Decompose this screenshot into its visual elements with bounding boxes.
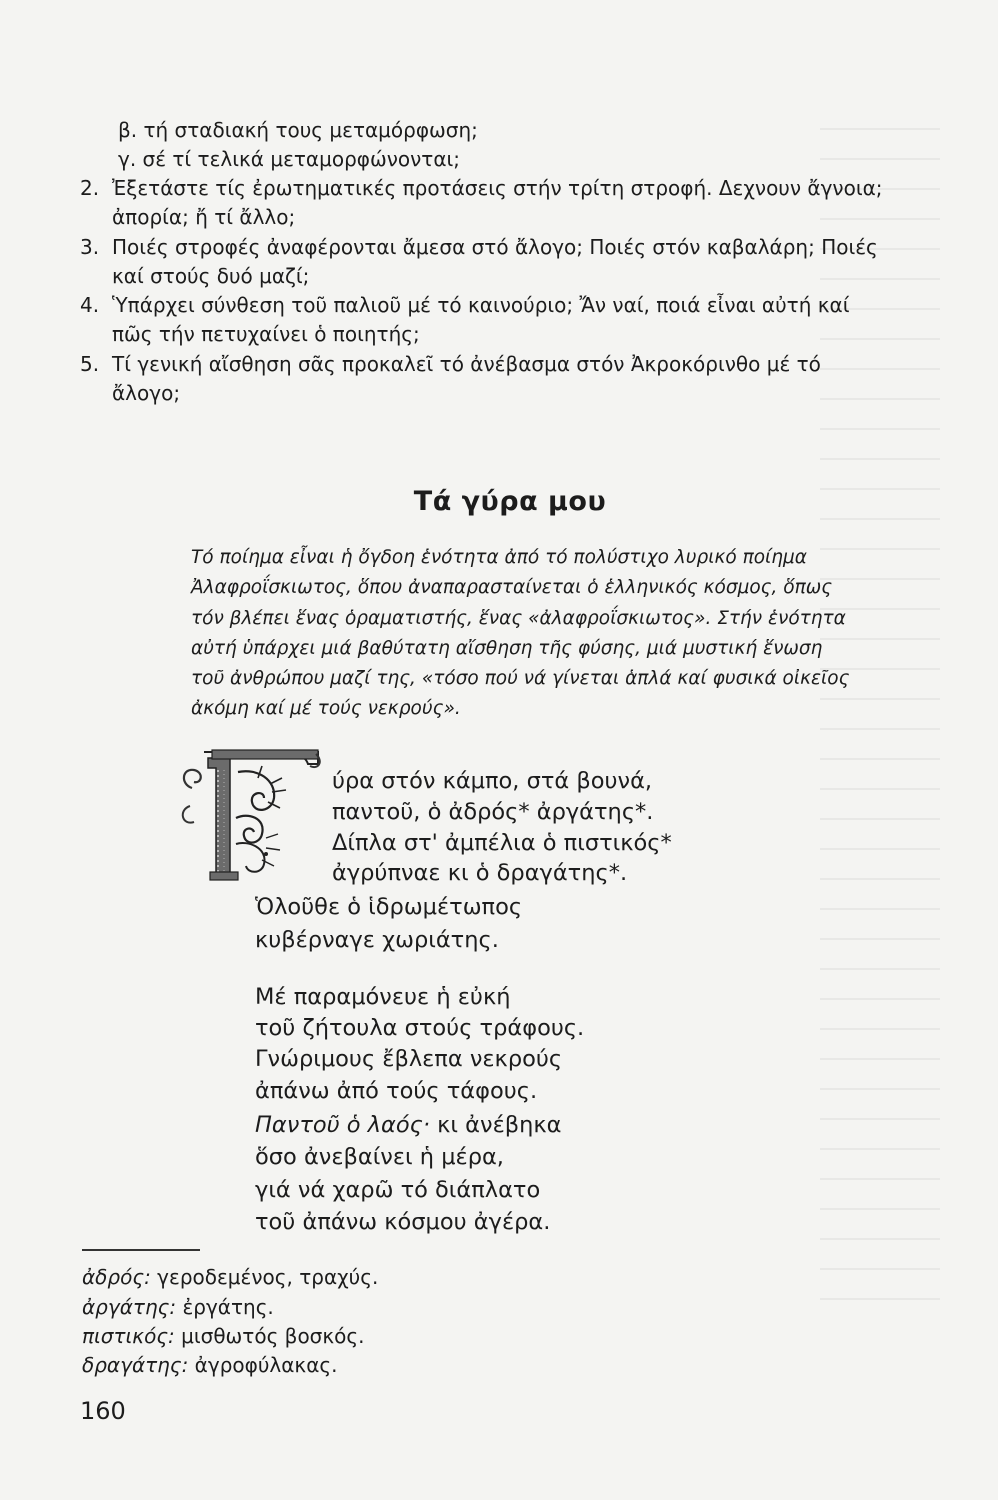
question-number: 2. — [80, 176, 100, 200]
initial-letter: Γ — [296, 778, 297, 779]
question-line: Τί γενική αἴσθηση σᾶς προκαλεῖ τό ἀνέβασμα στόν Ἀκροκόρινθο μέ τό — [112, 352, 821, 376]
verse-line: ύρα στόν κάμπο, στά βουνά, — [332, 768, 653, 794]
poem-title: Τά γύρα μου — [413, 486, 607, 517]
verse-italic-part: Παντοῦ ὁ λαός· — [255, 1112, 430, 1138]
intro-line: Ἀλαφροΐσκιωτος, ὅπου ἀναπαρασταίνεται ὁ ἑλληνικός κόσμος, ὅπως — [191, 577, 833, 599]
footnote-definition: μισθωτός βοσκός. — [174, 1324, 365, 1348]
footnote — [82, 1292, 274, 1322]
footnote — [82, 1350, 338, 1380]
question-line: πῶς τήν πετυχαίνει ὁ ποιητής; — [112, 322, 420, 346]
verse-line: τοῦ ζήτουλα στούς τράφους. — [255, 1015, 585, 1041]
footnote-term: δραγάτης: — [82, 1353, 189, 1377]
question-line: ἀπορία; ἤ τί ἄλλο; — [112, 205, 296, 229]
footnote-divider — [82, 1249, 200, 1251]
question-line: Ἐξετάστε τίς ἐρωτηματικές προτάσεις στήν τρίτη στροφή. Δεχνουν ἄγνοια; — [112, 176, 883, 200]
verse-line: ἀπάνω ἀπό τούς τάφους. — [255, 1078, 538, 1104]
footnote-definition: ἀγροφύλακας. — [188, 1353, 338, 1377]
question-number: 3. — [80, 235, 100, 259]
question-sub-c: γ. σέ τί τελικά μεταμορφώνονται; — [118, 147, 461, 171]
intro-line: τοῦ ἀνθρώπου μαζί της, «τόσο πού νά γίνεται ἁπλά καί φυσικά οἰκεῖος — [191, 668, 850, 690]
intro-line: αὐτή ὑπάρχει μιά βαθύτατη αἴσθηση τῆς φύσης, μιά μυστική ἕνωση — [191, 637, 823, 659]
verse-line: γιά νά χαρῶ τό διάπλατο — [255, 1177, 541, 1203]
footnote-definition: ἐργάτης. — [176, 1295, 274, 1319]
verse-line: Ὁλοῦθε ὁ ἱδρωμέτωπος — [255, 894, 523, 920]
footnote-term: ἀργάτης: — [82, 1295, 177, 1319]
verse-line: παντοῦ, ὁ ἀδρός* ἀργάτης*. — [332, 799, 654, 825]
verse-line — [255, 1110, 561, 1141]
footnote-term: πιστικός: — [82, 1324, 175, 1348]
question-line: Ποιές στροφές ἀναφέρονται ἄμεσα στό ἄλογο; Ποιές στόν καβαλάρη; Ποιές — [112, 235, 878, 259]
footnote-definition: γεροδεμένος, τραχύς. — [150, 1265, 379, 1289]
intro-line: Τό ποίημα εἶναι ἡ ὄγδοη ἑνότητα ἀπό τό πολύστιχο λυρικό ποίημα — [191, 547, 807, 568]
question-number: 5. — [80, 352, 100, 376]
question-line: ἄλογο; — [112, 381, 181, 405]
footnote-term: ἀδρός: — [82, 1265, 151, 1289]
verse-line: ἀγρύπναε κι ὁ δραγάτης*. — [332, 860, 628, 886]
intro-line: τόν βλέπει ἕνας ὁραματιστής, ἕνας «ἀλαφροΐσκιωτος». Στήν ἑνότητα — [191, 607, 846, 629]
question-line: καί στούς δυό μαζί; — [112, 264, 310, 288]
verse-line: ὅσο ἀνεβαίνει ἡ μέρα, — [255, 1144, 504, 1170]
footnote — [82, 1321, 364, 1351]
verse-rest: κι ἀνέβηκα — [430, 1112, 562, 1138]
footnote — [82, 1262, 378, 1292]
poem-intro — [191, 543, 929, 725]
page-number: 160 — [80, 1397, 126, 1425]
question-sub-b: β. τή σταδιακή τους μεταμόρφωση; — [118, 118, 478, 142]
question-number: 4. — [80, 293, 100, 317]
intro-line: ἀκόμη καί μέ τούς νεκρούς». — [191, 698, 461, 720]
verse-line: τοῦ ἀπάνω κόσμου ἀγέρα. — [255, 1209, 551, 1235]
verse-line: Δίπλα στ' ἀμπέλια ὁ πιστικός* — [332, 830, 672, 856]
question-line: Ὑπάρχει σύνθεση τοῦ παλιοῦ μέ τό καινούριο; Ἄν ναί, ποιά εἶναι αὐτή καί — [112, 293, 850, 317]
verse-line: Γνώριμους ἔβλεπα νεκρούς — [255, 1046, 563, 1072]
decorated-initial-gamma-icon — [178, 748, 324, 884]
verse-line: Μέ παραμόνευε ἡ εὐκή — [255, 984, 511, 1010]
verse-line: κυβέρναγε χωριάτης. — [255, 927, 499, 953]
